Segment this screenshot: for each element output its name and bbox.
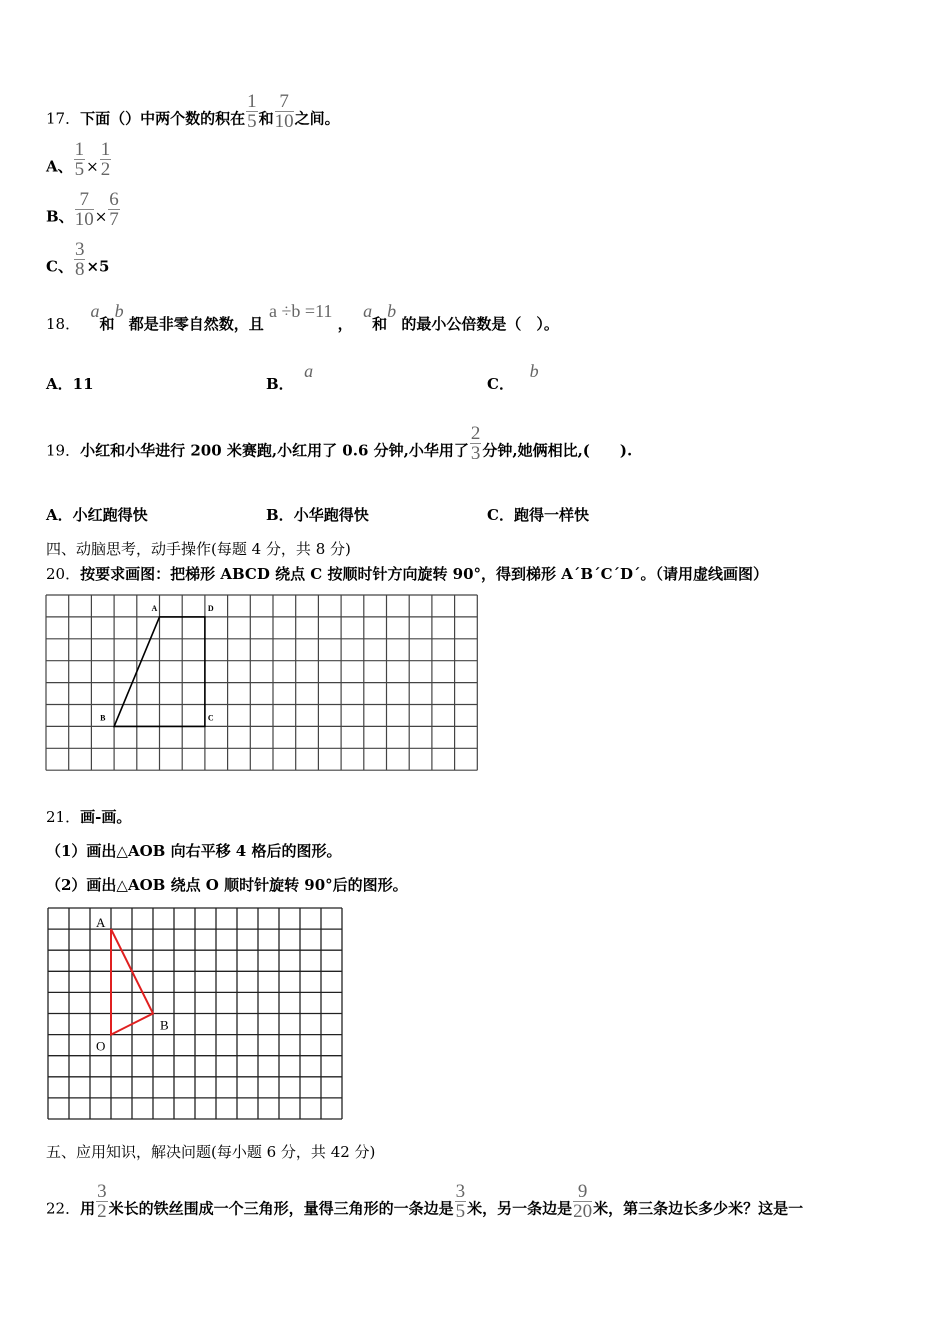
option-a[interactable]: A．小红跑得快 [46, 506, 148, 524]
trapezoid-grid [46, 595, 477, 770]
vertex-label-A: A [151, 603, 158, 613]
option-c[interactable]: C、 $\frac{3}{8}$ ×5 [46, 239, 110, 280]
section-4-heading: 四、动脑思考，动手操作(每题 4 分，共 8 分) [46, 540, 351, 558]
vertex-label-D: D [207, 603, 214, 613]
fraction: $\frac{7}{10}$ [274, 91, 294, 132]
question-21-part-1: （1）画出△AOB 向右平移 4 格后的图形。 [46, 842, 342, 860]
option-b[interactable]: B． a [266, 361, 314, 393]
option-b[interactable]: B、 $\frac{7}{10}$ × $\frac{6}{7}$ [46, 189, 119, 230]
fraction: $\frac{1}{5}$ [247, 91, 257, 132]
question-19: 19．小红和小华进行 200 米赛跑,小红用了 0.6 分钟,小华用了 $\frac{2}{3}$ 分钟,她俩相比,( ). [46, 423, 633, 464]
option-b[interactable]: B．小华跑得快 [266, 506, 369, 524]
option-c[interactable]: C． b [487, 361, 539, 393]
vertex-label-A: A [96, 915, 106, 931]
question-22: 22．用 $\frac{3}{2}$ 米长的铁丝围成一个三角形，量得三角形的一条边是 $\frac{3}{5}$ 米，另一条边是 $\frac{9}{20}$ 米，第三条边长多少米？这是一 [46, 1181, 804, 1222]
option-a[interactable]: A、 $\frac{1}{5}$ × $\frac{1}{2}$ [46, 139, 111, 180]
question-20: 20．按要求画图：把梯形 ABCD 绕点 C 按顺时针方向旋转 90°，得到梯形 A´B´C´D´。（请用虚线画图） [46, 565, 769, 583]
section-5-heading: 五、应用知识，解决问题(每小题 6 分，共 42 分) [46, 1143, 376, 1161]
text: 之间。 [294, 109, 340, 128]
vertex-label-B: B [160, 1017, 169, 1033]
question-text: 下面（）中两个数的积在 [80, 109, 246, 128]
vertex-label-B: B [100, 713, 106, 723]
question-number: 17． [46, 109, 81, 128]
option-c[interactable]: C．跑得一样快 [487, 506, 589, 524]
text: 和 [258, 109, 274, 128]
option-a[interactable]: A．11 [46, 375, 94, 393]
triangle-grid [48, 908, 342, 1119]
vertex-label-C: C [207, 713, 214, 723]
question-21-part-2: （2）画出△AOB 绕点 O 顺时针旋转 90°后的图形。 [46, 876, 408, 894]
question-21: 21．画-画。 [46, 808, 132, 826]
question-18: 18． a和b 都是非零自然数，且 a ÷b =11 ， a和b 的最小公倍数是（ ）。 [46, 301, 559, 333]
equation: a ÷b =11 [269, 301, 333, 321]
vertex-label-O: O [96, 1038, 106, 1054]
